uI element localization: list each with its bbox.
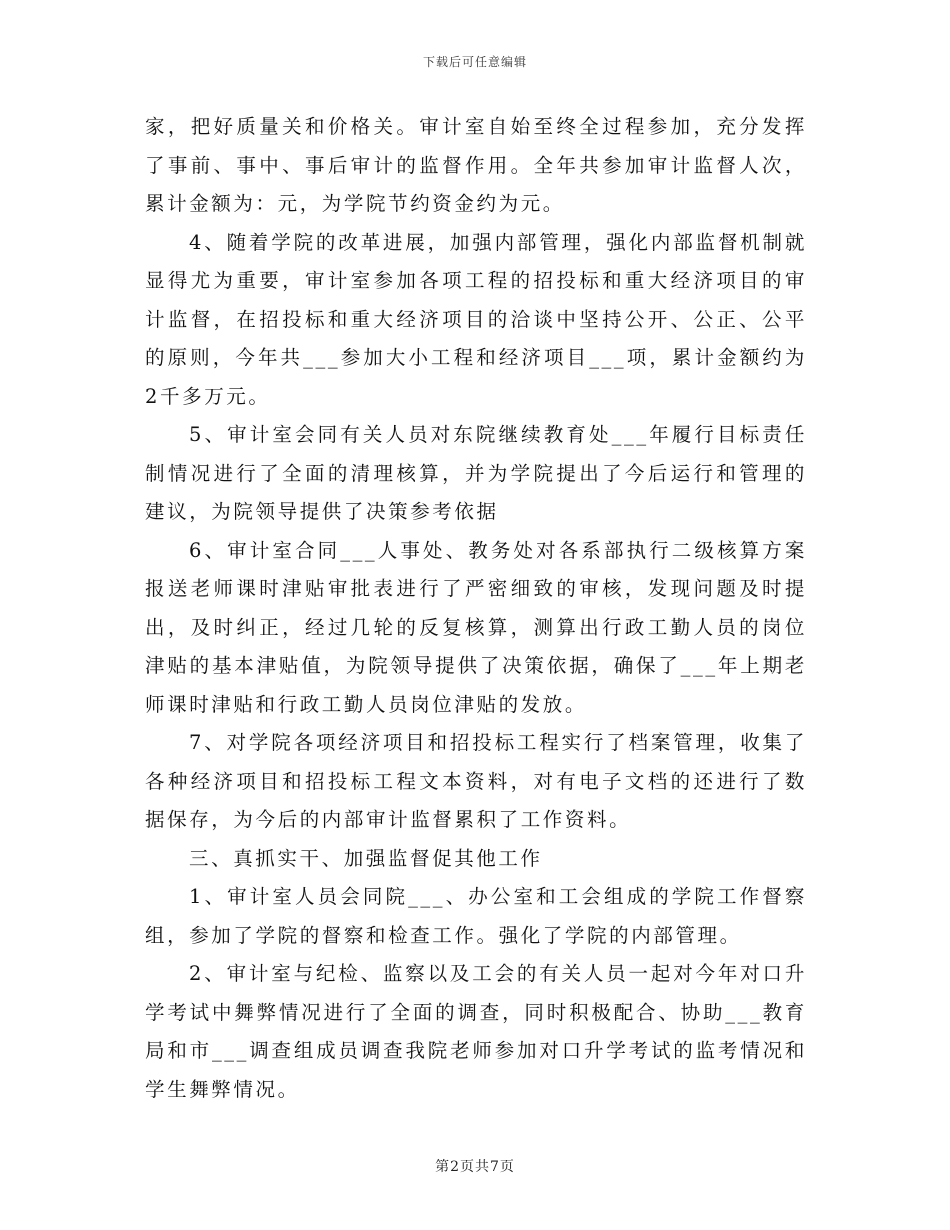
section-heading-3: 三、真抓实干、加强监督促其他工作 (189, 846, 543, 870)
paragraph-continued: 家，把好质量关和价格关。审计室自始至终全过程参加，充分发挥了事前、事中、事后审计的监督作用。全年共参加审计监督人次，累计金额为：元，为学院节约资金约为元。 (145, 115, 807, 215)
page-header-note: 下载后可任意编辑 (422, 55, 527, 69)
paragraph-section3-item-1: 1、审计室人员会同院___、办公室和工会组成的学院工作督察组，参加了学院的督察和检查工作。强化了学院的内部管理。 (145, 885, 807, 947)
document-body (145, 108, 807, 1109)
paragraph-section3-item-2: 2、审计室与纪检、监察以及工会的有关人员一起对今年对口升学考试中舞弊情况进行了全面的调查，同时积极配合、协助___教育局和市___调查组成员调查我院老师参加对口升学考试的监考情况和学生舞弊情况。 (145, 962, 807, 1101)
paragraph-item-7: 7、对学院各项经济项目和招投标工程实行了档案管理，收集了各种经济项目和招投标工程文本资料，对有电子文档的还进行了数据保存，为今后的内部审计监督累积了工作资料。 (145, 731, 807, 831)
paragraph-item-5: 5、审计室会同有关人员对东院继续教育处___年履行目标责任制情况进行了全面的清理核算，并为学院提出了今后运行和管理的建议，为院领导提供了决策参考依据 (145, 423, 807, 523)
page-number: 第2页共7页 (435, 1159, 515, 1175)
paragraph-item-6: 6、审计室合同___人事处、教务处对各系部执行二级核算方案报送老师课时津贴审批表进行了严密细致的审核，发现问题及时提出，及时纠正，经过几轮的反复核算，测算出行政工勤人员的岗位津贴的基本津贴值，为院领导提供了决策依据，确保了___年上期老师课时津贴和行政工勤人员岗位津贴的发放。 (145, 538, 807, 716)
paragraph-item-4: 4、随着学院的改革进展，加强内部管理，强化内部监督机制就显得尤为重要，审计室参加各项工程的招投标和重大经济项目的审计监督，在招投标和重大经济项目的洽谈中坚持公开、公正、公平的原则，今年共___参加大小工程和经济项目___项，累计金额约为2千多万元。 (145, 230, 807, 408)
